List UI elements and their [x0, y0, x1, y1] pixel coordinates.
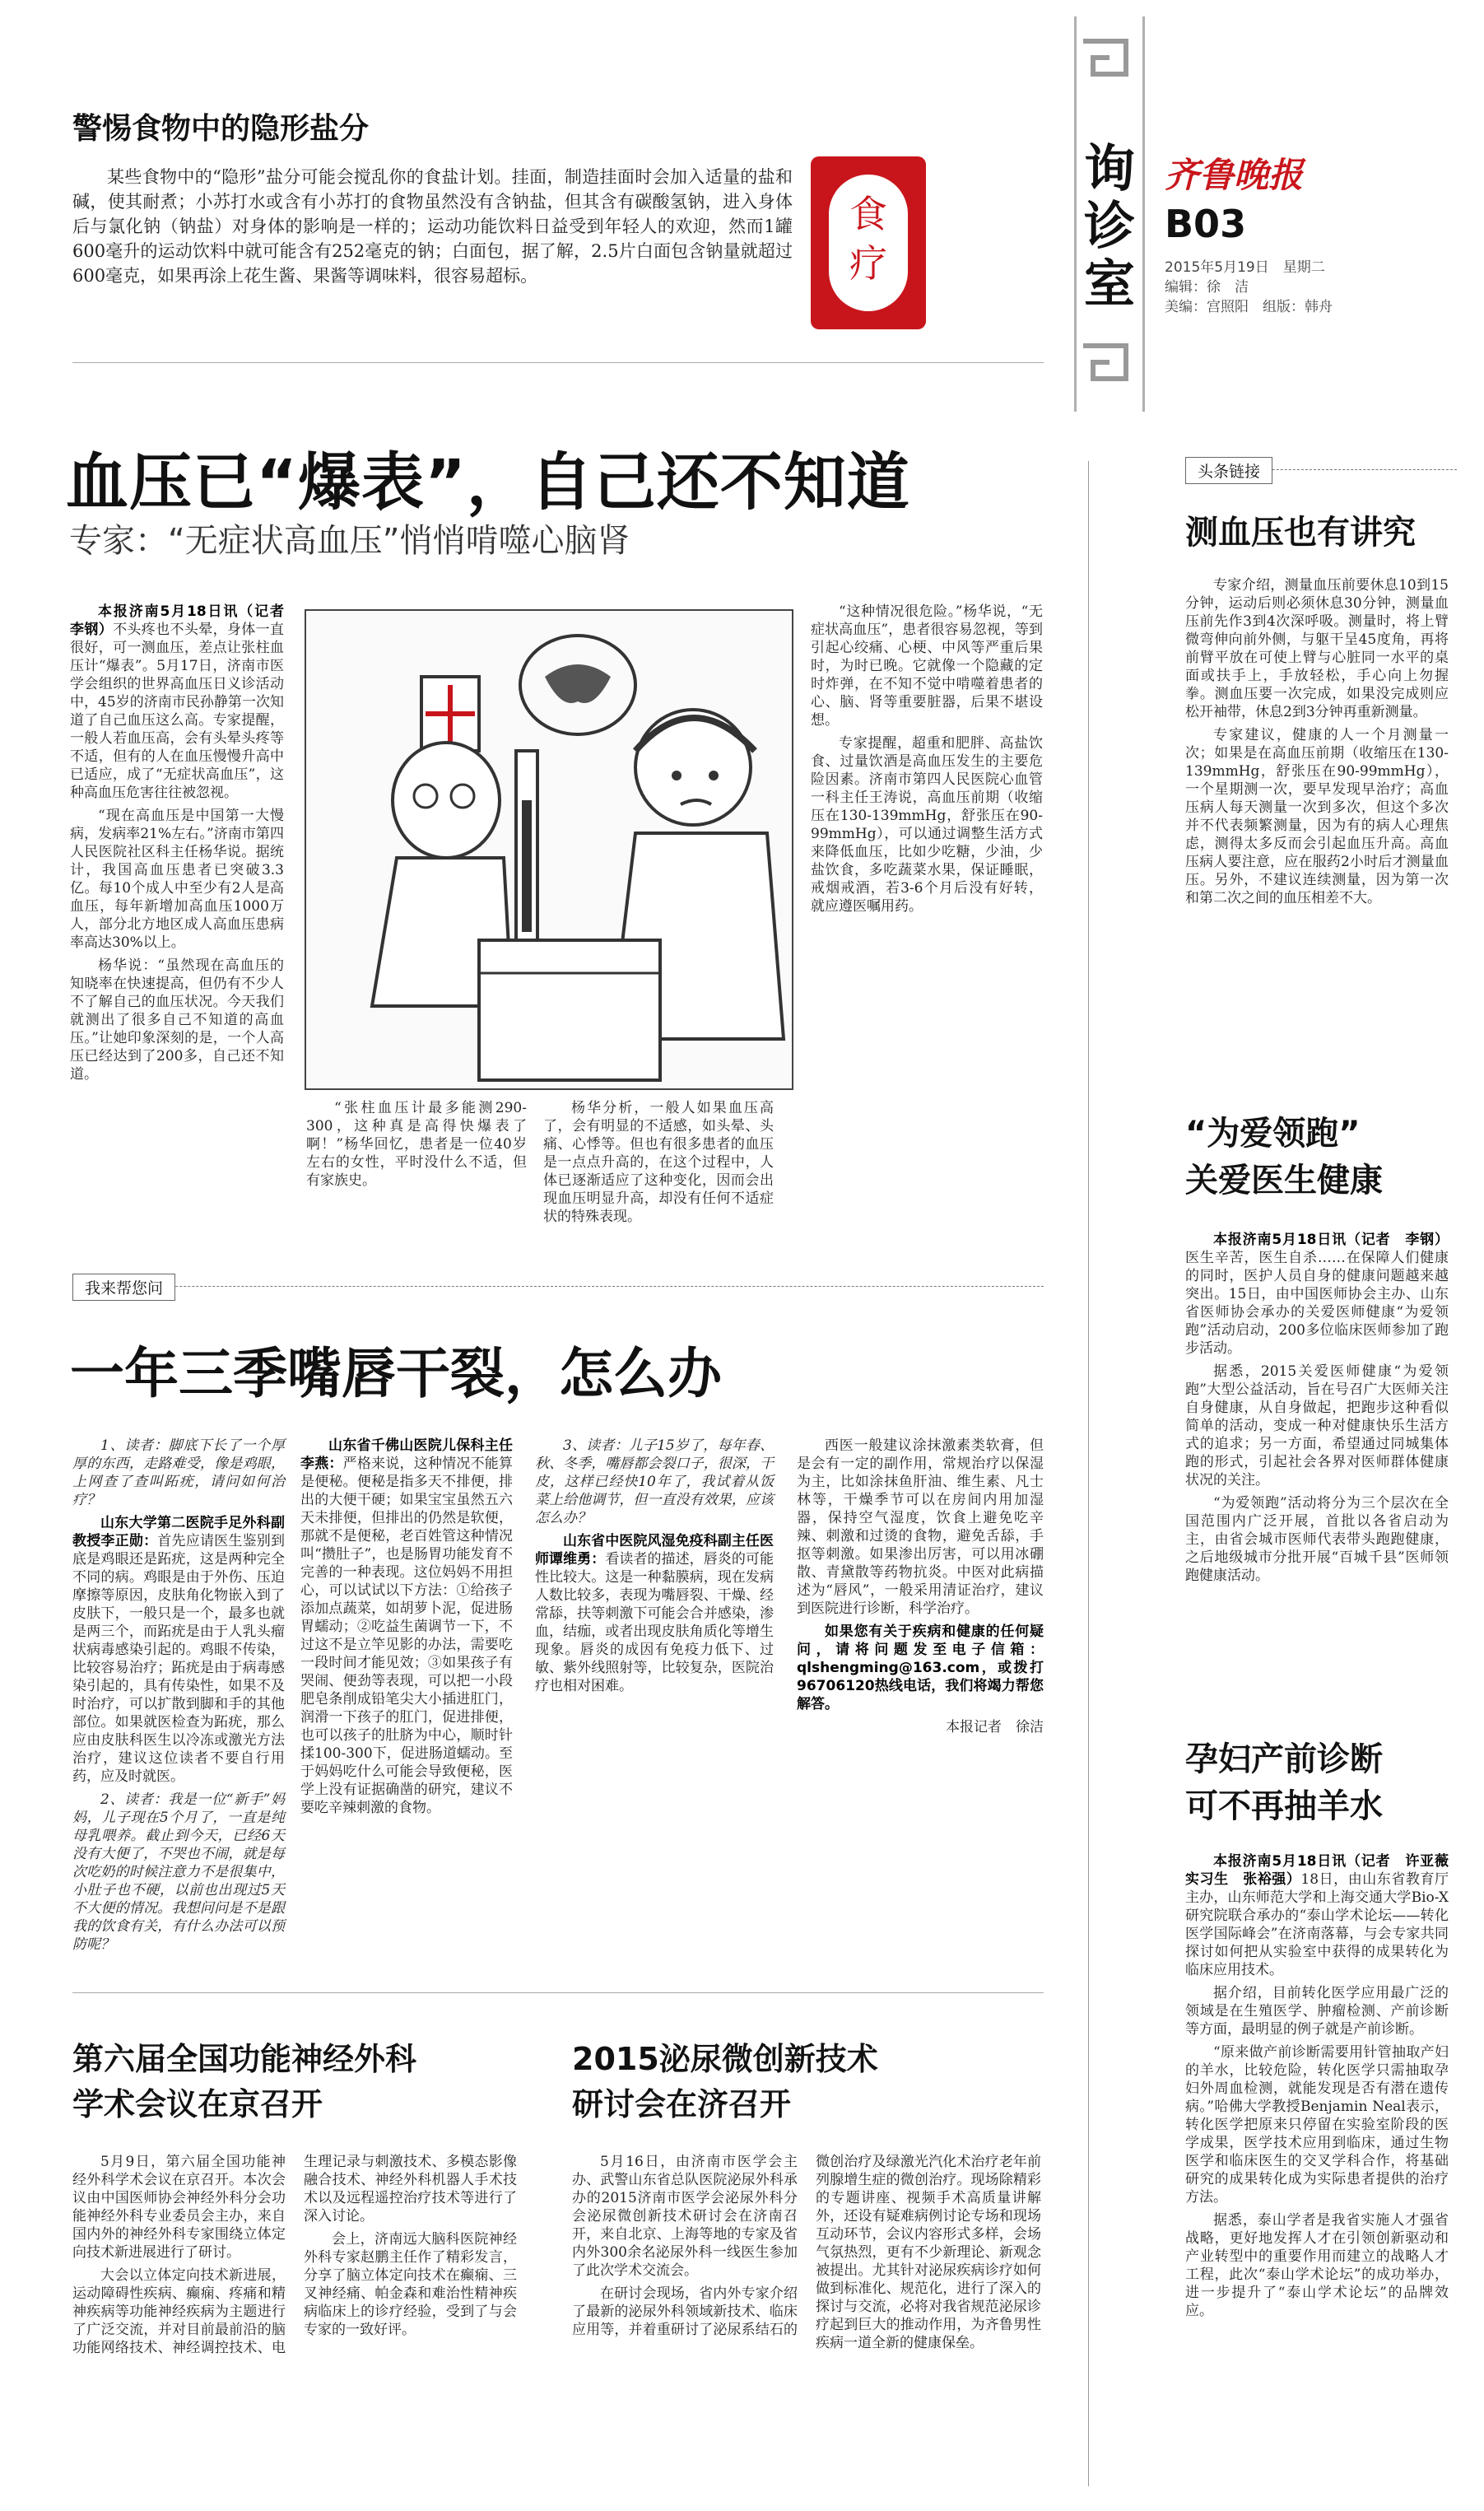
bottom1-title-1: 第六届全国功能神经外科	[72, 2041, 417, 2077]
bottom2-p1: 5月16日，由济南市医学会主办、武警山东省总队医院泌尿外科承办的2015济南市医学会泌尿外科分会泌尿微创新技术研讨会在济南召开，来自北京、上海等地的专家及省内外300余名泌尿外科一线医生参加了此次学术交流会。	[572, 2154, 798, 2279]
sidebar-divider	[1088, 461, 1089, 2486]
bp-col4	[811, 603, 1043, 920]
masthead-frame	[1074, 16, 1145, 412]
bp-p3: 杨华说：“虽然现在高血压的知晓率在快速提高，但仍有不少人不了解自己的血压状况。今天我们就测出了很多自己不知道的高血压。”让她印象深刻的是，一个人高压已经达到了200多，自己还不知道。	[70, 957, 284, 1083]
sidebar3-p1: 18日，由山东省教育厅主办，山东师范大学和上海交通大学Bio-X研究院联合承办的“泰山学术论坛——转化医学国际峰会”在济南落幕，与会专家共同探讨如何把从实验室中获得的成果转化为临床应用技术。	[1185, 1871, 1449, 1978]
qa-col3	[535, 1437, 774, 1700]
sidebar2-title-2: 关爱医生健康	[1185, 1162, 1383, 1200]
bp-p7: 专家提醒，超重和肥胖、高盐饮食、过量饮酒是高血压发生的主要危险因素。济南市第四人民医院心血管一科主任王涛说，高血压前期（收缩压在130-139mmHg，舒张压在90-99mmHg），可以通过调整生活方式来降低血压，比如少吃糖，少油，少盐饮食，多吃蔬菜水果，保证睡眠，戒烟戒酒，若3-6个月后没有好转，就应遵医嘱用药。	[811, 735, 1043, 915]
sidebar3-byline: 本报济南5月18日讯（记者 许亚薇 实习生 张裕强）	[1185, 1853, 1463, 1888]
bp-p1: 不头疼也不头晕，身体一直很好，可一测血压，差点让张柱血压计“爆表”。5月17日，济南市医学会组织的世界高血压日义诊活动中，45岁的济南市民孙静第一次知道了自己血压这么高。专家提醒，一般人若血压高，会有头晕头疼等不适，但有的人在血压慢慢升高中已适应，成了“无症状高血压”，这种高血压危害往往被忽视。	[70, 622, 285, 801]
sidebar3-title-2: 可不再抽羊水	[1185, 1787, 1383, 1825]
sidebar2-p3: “为爱领跑”活动将分为三个层次在全国范围内广泛开展，首批以各省启动为主，由省会城市医师代表带头跑跑健康，之后地级城市分批开展“百城千县”医师领跑健康活动。	[1185, 1495, 1449, 1584]
section-title: 询诊室	[1083, 138, 1135, 314]
qa-a2-expert: 山东省千佛山医院儿保科主任李燕：	[300, 1437, 513, 1472]
doctor-illustration	[305, 609, 793, 1090]
bp-col2	[306, 1099, 527, 1195]
qa-signature: 本报记者 徐洁	[946, 1719, 1044, 1735]
qa-contact: 如果您有关于疾病和健康的任何疑问，请将问题发至电子信箱：qlshengming@163.com，或拨打96706120热线电话，我们将竭力帮您解答。	[797, 1624, 1044, 1712]
bp-p2: “现在高血压是中国第一大慢病，发病率21%左右。”济南市第四人民医院社区科主任杨华说。据统计，我国高血压患者已突破3.3亿。每10个成人中至少有2人是高血压，每年新增加高血压1000万人，部分北方地区成人高血压患病率高达30%以上。	[70, 808, 284, 951]
sidebar2-p1: 医生辛苦，医生自杀……在保障人们健康的同时，医护人员自身的健康问题越来越突出。15日，由中国医师协会主办、山东省医师协会承办的关爱医师健康“为爱领跑”活动启动，200多位临床医师参加了跑步活动。	[1185, 1250, 1449, 1357]
qa-a3-expert: 山东省中医院风湿免疫科副主任医师谭维勇：	[535, 1533, 774, 1568]
salt-body	[72, 165, 793, 293]
sidebar1-body	[1185, 576, 1449, 912]
qa-q2: 2、读者：我是一位“新手”妈妈，儿子现在5个月了，一直是纯母乳喂养。截止到今天，已经6天没有大便了，不哭也不闹，就是每次吃奶的时候注意力不是很集中，小肚子也不硬，以前也出现过5天不大便的情况。我想问问是不是跟我的饮食有关，有什么办法可以预防呢？	[72, 1791, 285, 1953]
qa-a3: 看读者的描述，唇炎的可能性比较大。这是一种黏膜病，现在发病人数比较多，表现为嘴唇裂、干燥、经常舔，扶等刺激下可能会合并感染，渗血，结痂，或者出现皮肤角质化等增生现象。唇炎的成因有免疫力低下、过敏、紫外线照射等，比较复杂，医院治疗也相对困难。	[535, 1551, 774, 1694]
sidebar1-p2: 专家建议，健康的人一个月测量一次；如果是在高血压前期（收缩压在130-139mmHg，舒张压在90-99mmHg），一个星期测一次，要早发现早治疗；高血压病人每天测量一次到多次，但这个多次并不代表频繁测量，因为有的病人心理焦虑，测得太多反而会引起血压升高。高血压病人要注意，应在服药2小时后才测量血压。另外，不建议连续测量，因为第一次和第二次之间的血压相差不大。	[1185, 727, 1449, 906]
qa-col1	[72, 1437, 285, 1959]
qa-q1: 1、读者：脚底下长了一个厚厚的东西，走路难受，像是鸡眼，上网查了查叫跖疣，请问如何治疗？	[72, 1437, 285, 1508]
qa-a3b: 西医一般建议涂抹激素类软膏，但是会有一定的副作用，常规治疗以保湿为主，比如涂抹鱼肝油、维生素、凡士林等，干燥季节可以在房间内用加湿器，保持空气湿度，饮食上避免吃辛辣、刺激和过烫的食物，避免舌舔，手抠等刺激。如果渗出厉害，可以用冰硼散、青黛散等药物抗炎。中医对此病描述为“唇风”，一般采用清证治疗，建议到医院进行诊断，科学治疗。	[797, 1437, 1044, 1617]
sidebar2-byline: 本报济南5月18日讯（记者 李钢）	[1213, 1232, 1449, 1248]
qa-a2: 严格来说，这种情况不能算是便秘。便秘是指多天不排便，排出的大便干硬；如果宝宝虽然五六天未排便，但排出的仍然是软便，那就不是便秘，老百姓管这种情况叫“攒肚子”，也是肠胃功能发育不完善的一种表现。这位妈妈不用担心，可以试试以下方法：①给孩子添加点蔬菜，如胡萝卜泥，促进肠胃蠕动；②吃益生菌调节一下，不过这不是立竿见影的办法，需要吃一段时间才能见效；③如果孩子有哭闹、便劲等表现，可以把一小段肥皂条削成铅笔尖大小插进肛门，润滑一下孩子的肛门，促进排便，也可以孩子的肚脐为中心，顺时针揉100-300下，促进肠道蠕动。至于妈妈吃什么可能会导致便秘，医学上没有证据确凿的研究，建议不要吃辛辣刺激的食物。	[300, 1456, 514, 1816]
sidebar2-p2: 据悉，2015关爱医师健康“为爱领跑”大型公益活动，旨在号召广大医师关注自身健康，从自身做起，把跑步这种看似简单的活动，变成一种对健康快乐生活方式的追求；另一方面，希望通过同城集体跑的形式，引起社会各界对医师群体健康状况的关注。	[1185, 1363, 1449, 1488]
sidebar-tag: 头条链接	[1185, 457, 1272, 484]
bp-p3-cont: “张柱血压计最多能测290-300，这种真是高得快爆表了啊！”杨华回忆，患者是一位40岁左右的女性，平时没什么不适，但有家族史。	[306, 1100, 527, 1189]
bp-subtitle: 专家：“无症状高血压”悄悄啃噬心脑肾	[69, 522, 630, 560]
bottom2-title-1: 2015泌尿微创新技术	[572, 2041, 878, 2077]
bp-title: 血压已“爆表”，自己还不知道	[66, 445, 910, 519]
bp-col3	[543, 1099, 774, 1231]
bp-p5: 杨华分析，一般人如果血压高了，会有明显的不适感，如头晕、头痛、心悸等。但也有很多患者的血压是一点点升高的，在这个过程中，人体已逐渐适应了这种变化，因而会出现血压明显升高，却没有任何不适症状的特殊表现。	[543, 1100, 774, 1225]
qa-a1-expert: 山东大学第二医院手足外科副教授李正勋：	[72, 1515, 285, 1549]
sidebar1-title: 测血压也有讲究	[1185, 514, 1416, 552]
sidebar2-body	[1185, 1231, 1449, 1590]
qa-q3: 3、读者：儿子15岁了，每年春、秋、冬季，嘴唇都会裂口子，很深，干皮，这样已经快10年了，我试着从饭菜上给他调节，但一直没有效果，应该怎么办？	[535, 1437, 774, 1526]
sidebar3-p2: 据介绍，目前转化医学应用最广泛的领域是在生殖医学、肿瘤检测、产前诊断等方面，最明显的例子就是产前诊断。	[1185, 1985, 1449, 2038]
qa-title: 一年三季嘴唇干裂，怎么办	[70, 1342, 722, 1405]
qa-tag: 我来帮您问	[72, 1274, 175, 1301]
bottom2-body	[572, 2153, 1041, 2482]
page-number: B03	[1165, 202, 1247, 246]
design-line: 美编：宫照阳 组版：韩舟	[1165, 299, 1333, 315]
divider	[72, 362, 1044, 363]
bottom1-p1: 5月9日，第六届全国功能神经外科学术会议在京召开。本次会议由中国医师协会神经外科分会功能神经外科专业委员会主办，来自国内外的神经外科专家围绕立体定向技术新进展进行了研讨。	[72, 2154, 286, 2261]
bp-p6: “这种情况很危险。”杨华说，“无症状高血压”，患者很容易忽视，等到引起心绞痛、心梗、中风等严重后果时，为时已晚。它就像一个隐藏的定时炸弹，在不知不觉中啃噬着患者的心、脑、肾等重要脏器，后果不堪设想。	[811, 603, 1043, 729]
salt-paragraph: 某些食物中的“隐形”盐分可能会搅乱你的食盐计划。挂面，制造挂面时会加入适量的盐和碱，使其耐煮；小苏打水或含有小苏打的食物虽然没有含钠盐，但其含有碳酸氢钠，进入身体后与氯化钠（钠盐）对身体的影响是一样的；运动功能饮料日益受到年轻人的欢迎，然而1罐600毫升的运动饮料中就可能含有252毫克的钠；白面包，据了解，2.5片白面包含钠量就超过600毫克，如果再涂上花生酱、果酱等调味料，很容易超标。	[72, 167, 793, 286]
doctor-patient-drawing	[306, 611, 792, 1088]
sidebar2-title-1: “为爱领跑”	[1185, 1115, 1361, 1153]
date-line: 2015年5月19日 星期二	[1165, 259, 1325, 276]
qa-tag-line	[72, 1286, 1044, 1287]
bp-col1	[70, 603, 298, 1088]
bottom1-title-2: 学术会议在京召开	[72, 2086, 323, 2122]
bottom1-body	[72, 2153, 517, 2482]
bp-byline: 本报济南5月18日讯（记者 李钢）	[70, 603, 298, 638]
food-therapy-label: 食疗	[849, 192, 887, 286]
sidebar3-p4: 据悉，泰山学者是我省实施人才强省战略，更好地发挥人才在引领创新驱动和产业转型中的重要作用而建立的战略人才工程，此次“泰山学术论坛”的成功举办，进一步提升了“泰山学术论坛”的品牌效应。	[1185, 2212, 1449, 2319]
qa-col2	[300, 1437, 513, 1822]
sidebar3-body	[1185, 1852, 1463, 2325]
bottom2-title-2: 研讨会在济召开	[572, 2086, 792, 2122]
divider	[72, 1992, 1044, 1993]
bottom2-p2: 在研讨会现场，省内外专家介绍了最新的泌尿外科领域新技术、临床应用等，并着重研讨了泌尿系结石的微创治疗及绿激光汽化术治疗老年前列腺增生症的微创治疗。现场除精彩的专题讲座、视频手术高质量讲解外，还设有疑难病例讨论专场和现场互动环节，会议内容形式多样，会场气氛热烈，更有不少新理论、新观念被提出。尤其针对泌尿疾病诊疗如何做到标准化、规范化，进行了深入的探讨与交流，必将对我省规范泌尿诊疗起到巨大的推动作用，为齐鲁男性疾病一道全新的健康保垒。	[572, 2154, 1041, 2351]
editor-line: 编辑：徐 洁	[1165, 279, 1249, 296]
sidebar1-p1: 专家介绍，测量血压前要休息10到15分钟，运动后则必须休息30分钟，测量血压前先作3到4次深呼吸。测量时，将上臂微弯伸向前外侧，与躯干呈45度角，再将前臂平放在可使上臂与心脏同一水平的桌面或扶手上，手放轻松，手心向上勿握拳。测血压要一次完成，如果没完成则应松开袖带，休息2到3分钟再重新测量。	[1185, 577, 1449, 720]
salt-title: 警惕食物中的隐形盐分	[72, 112, 370, 146]
sidebar3-title-1: 孕妇产前诊断	[1185, 1740, 1383, 1778]
sidebar3-p3: “原来做产前诊断需要用针管抽取产妇的羊水，比较危险，转化医学只需抽取孕妇外周血检测，就能发现是否有潜在遗传病。”哈佛大学教授Benjamin Neal表示，转化医学把原来只停留在实验室阶段的医学成果，医学技术应用到临床，通过生物医学和临床医生的交叉学科合作，将基础研究的成果转化成为实际患者提供的治疗方法。	[1185, 2044, 1449, 2206]
qa-col4	[797, 1437, 1044, 1741]
qa-a1: 首先应请医生鉴别到底是鸡眼还是跖疣，这是两种完全不同的病。鸡眼是由于外伤、压迫摩擦等原因，皮肤角化物嵌入到了皮肤下，一般只是一个，最多也就是两三个，而跖疣是由于人乳头瘤状病毒感染引起的。鸡眼不传染，比较容易治疗；跖疣是由于病毒感染引起的，具有传染性，如果不及时治疗，可以扩散到脚和手的其他部位。如果就医检查为跖疣，那么应由皮肤科医生以冷冻或激光方法治疗，建议这位读者不要自行用药，应及时就医。	[72, 1533, 286, 1785]
bottom1-p2: 大会以立体定向技术新进展，运动障碍性疾病、癫痫、疼痛和精神疾病等功能神经疾病为主题进行了广泛交流，并对目前最前沿的脑功能网络技术、神经调控技术、电生理记录与刺激技术、多模态影像融合技术、神经外科机器人手术技术以及远程遥控治疗技术等进行了深入讨论。	[72, 2154, 517, 2356]
bottom1-p3: 会上，济南远大脑科医院神经外科专家赵鹏主任作了精彩发言，分享了脑立体定向技术在癫痫、三叉神经痛、帕金森和难治性精神疾病临床上的诊疗经验，受到了与会专家的一致好评。	[304, 2231, 517, 2338]
food-therapy-badge	[811, 156, 926, 329]
paper-logo: 齐鲁晚报	[1165, 155, 1304, 195]
